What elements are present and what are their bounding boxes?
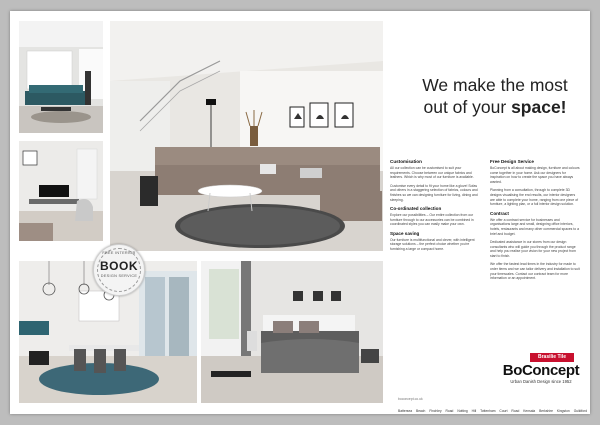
text-column-left xyxy=(390,159,480,255)
text-column-right xyxy=(490,159,580,285)
design-service-para-1: BoConcept is all about making design, furniture and colours come together in your home. Ask our designers for inspiration on how to create the space you have always wanted. xyxy=(490,166,580,185)
store-item: Tottenham Court Road xyxy=(480,409,520,413)
photo-sofa-hero xyxy=(110,21,383,251)
space-saving-heading: Space saving xyxy=(390,230,420,236)
store-item: Notting Hill xyxy=(457,409,477,413)
badge-top-text: FREE INTERIOR xyxy=(102,251,136,255)
photo-lounge-chair xyxy=(19,141,103,241)
contract-heading: Contract xyxy=(490,210,509,216)
design-service-para-2: Planning from a consultation, through to complete 3D designs visualising the end results, our interior designers are able to complete your home, ranging from one piece of furniture, a lighting plan, or a full interior design solution. xyxy=(490,188,579,207)
website-link[interactable]: boconcept.co.uk xyxy=(398,397,423,401)
contract-para-1: We offer a contract service for businesses and organisations large and small, designing office interiors, hotels, restaurants and many other commercial spaces to a brief and budget. xyxy=(490,217,579,236)
free-design-badge[interactable] xyxy=(93,244,145,296)
store-item: Kensala xyxy=(523,409,536,413)
advertisement-page xyxy=(10,11,590,414)
design-service-heading: Free Design Service xyxy=(490,159,534,164)
badge-bottom-text: DESIGN SERVICE xyxy=(100,274,138,278)
customisation-heading: Customisation xyxy=(390,159,422,164)
brand-tagline: Urban Danish Design since 1952 xyxy=(510,379,572,384)
photo-bedroom xyxy=(201,261,383,403)
badge-book-text: BOOK xyxy=(100,259,138,273)
space-saving-para-1: Our furniture is multifunctional and clever, with intelligent storage solutions – the perfect choice whether you're furnishing a large or compact home. xyxy=(390,237,475,251)
customisation-para-2: Customise every detail to fit your home like a glove! Sofas and others in a staggering selection of fabrics, colours and finishes so we can designing furniture for living, dining and sleeping. xyxy=(390,183,478,202)
store-item: Berkshire xyxy=(539,409,553,413)
photo-living-room-small xyxy=(19,21,103,133)
store-item: Battersea Beach xyxy=(398,409,426,413)
store-list xyxy=(398,409,587,413)
headline xyxy=(410,74,580,118)
store-item: Kingston xyxy=(556,409,570,413)
customisation-para-1: All our collection can be customised to suit your requirements. Choose between our unique fabrics and leathers. Which is why most of our furniture is available. xyxy=(390,166,474,180)
store-item: Finchley Road xyxy=(429,409,454,413)
brand-tag: Brasilie Tile xyxy=(530,353,574,362)
brand-logo[interactable]: BoConcept xyxy=(502,362,580,379)
contract-para-3: We offer the fastest lead times in the industry for made to order items and we can tailor delivery and installation to suit your timescales. Contact our contract team for more information or an appointment. xyxy=(490,262,580,281)
headline-line2 xyxy=(410,96,580,118)
headline-emphasis: space! xyxy=(511,97,567,117)
coordinated-para-1: Explore our possibilities – Our entire collection from our furniture through to our accessories can be combined in coordinated styles you can easily make your own. xyxy=(390,212,474,227)
headline-line2-text: out of your xyxy=(423,97,507,117)
store-item: Guildford xyxy=(573,409,588,413)
headline-line1: We make the most xyxy=(422,75,568,95)
contract-para-2: Dedicated assistance in our stores from our design consultants who will guide you through the product range and help you realise your vision for your new project from start to finish. xyxy=(490,239,576,259)
coordinated-heading: Co-ordinated collection xyxy=(390,205,442,211)
